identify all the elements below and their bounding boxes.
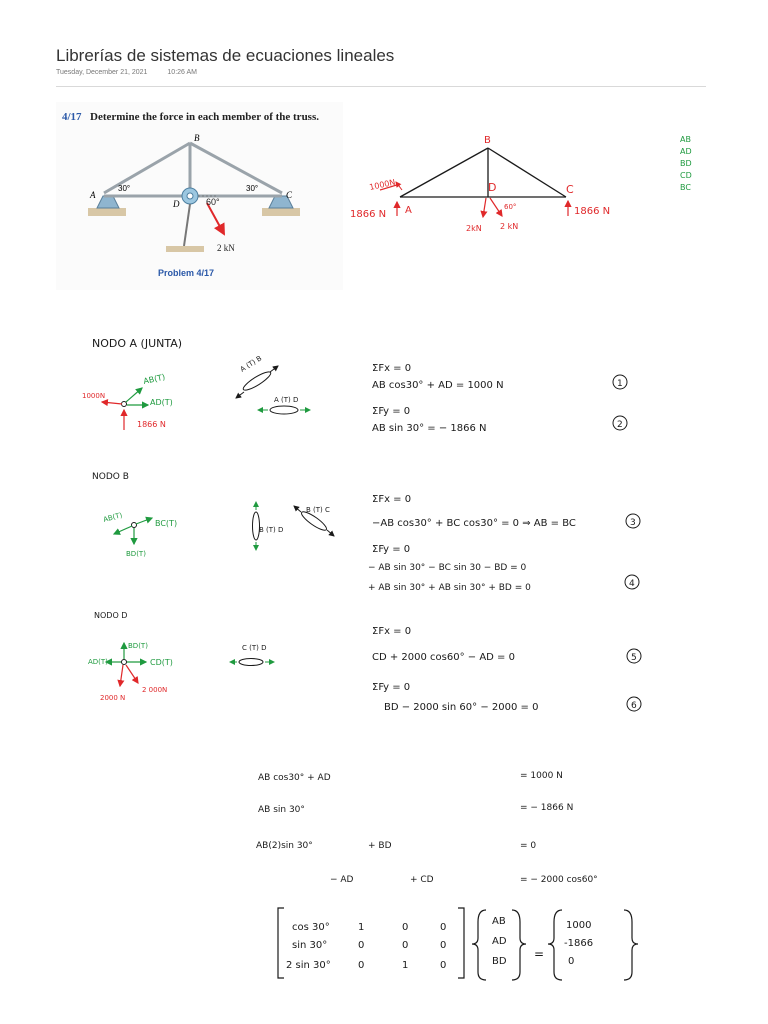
node-d-joint xyxy=(122,660,127,665)
node-a-eq-fy-title: ΣFy = 0 xyxy=(372,406,411,417)
member-ab-label: A (T) B xyxy=(238,354,264,374)
member-bd-label: B (T) D xyxy=(259,526,284,534)
sketch-angle-60: 60° xyxy=(504,203,517,211)
node-a-eq-1: AB cos30° + AD = 1000 N xyxy=(372,380,504,391)
figure-caption: Problem 4/17 xyxy=(158,268,215,278)
matrix-bracket-left xyxy=(278,908,284,978)
member-bc-label: B (T) C xyxy=(306,506,330,514)
node-d-heading: NODO D xyxy=(94,611,128,620)
member-ab-sketch xyxy=(241,369,272,393)
system-row-3-mid: + BD xyxy=(368,841,392,851)
angle-c-label: 30° xyxy=(246,184,259,193)
node-b-joint xyxy=(132,523,137,528)
system-row-4-mid: + CD xyxy=(410,875,434,885)
ground-c xyxy=(262,208,300,216)
node-d-load-vertical xyxy=(120,665,123,686)
node-a-heading: NODO A (JUNTA) xyxy=(92,337,183,350)
page-title: Librerías de sistemas de ecuaciones lineales xyxy=(56,46,395,65)
member-list-item: BC xyxy=(680,183,691,192)
label-b: B xyxy=(194,133,200,143)
system-row-3-lhs: AB(2)sin 30° xyxy=(256,841,313,851)
vector-brace-left xyxy=(472,910,486,980)
equation-system xyxy=(256,771,598,885)
members-list xyxy=(680,135,692,192)
eq-number-2: 2 xyxy=(617,420,623,430)
member-ad-label: A (T) D xyxy=(274,396,299,404)
matrix-cell: cos 30° xyxy=(292,922,330,933)
vector-entry: BD xyxy=(492,956,507,967)
node-a-ab-arrow xyxy=(126,388,142,402)
matrix-cell: 2 sin 30° xyxy=(286,960,331,971)
rhs-entry: 1000 xyxy=(566,920,592,931)
node-b-eq-fx-title: ΣFx = 0 xyxy=(372,494,412,505)
matrix-cell: 1 xyxy=(358,922,365,933)
label-a: A xyxy=(90,190,96,200)
vector-brace-right xyxy=(512,910,526,980)
sketch-label-d: D xyxy=(488,181,497,194)
sketch-label-b: B xyxy=(484,135,491,146)
sketch-1000n-arrow xyxy=(396,182,402,190)
sketch-force-1000n: 1000N xyxy=(368,177,397,192)
node-d-load-angled xyxy=(126,665,138,683)
problem-statement: Determine the force in each member of the truss. xyxy=(90,111,319,123)
sketch-label-c: C xyxy=(566,183,574,196)
eq-number-6: 6 xyxy=(631,701,637,711)
problem-number: 4/17 xyxy=(62,111,82,123)
vector-entry: AD xyxy=(492,936,507,947)
node-b-label-bc: BC(T) xyxy=(155,519,178,528)
matrix-cell: 0 xyxy=(402,922,409,933)
member-cd-label: C (T) D xyxy=(242,644,267,652)
node-a-label-ab: AB(T) xyxy=(142,372,167,386)
sketch-label-a: A xyxy=(405,205,412,216)
member-ab-arrow-1 xyxy=(236,392,244,398)
node-d-pin xyxy=(187,193,193,199)
label-c: C xyxy=(286,190,293,200)
node-b-heading: NODO B xyxy=(92,472,129,482)
member-list-item: AB xyxy=(680,135,691,144)
node-b-label-ab: AB(T) xyxy=(102,511,124,524)
member-list-item: CD xyxy=(680,171,692,180)
page-time: 10:26 AM xyxy=(167,69,197,76)
matrix-equals: = xyxy=(534,947,545,961)
sketch-force-1866-a: 1866 N xyxy=(350,209,387,220)
angle-a-label: 30° xyxy=(118,184,131,193)
sketch-member-ab xyxy=(400,148,488,197)
page-date: Tuesday, December 21, 2021 xyxy=(56,69,148,76)
label-d: D xyxy=(173,199,180,209)
sketch-force-1866-c: 1866 N xyxy=(574,206,611,217)
node-a-1000n-arrow xyxy=(102,402,122,404)
node-b-ab-arrow xyxy=(114,526,132,534)
system-row-2-lhs: AB sin 30° xyxy=(258,805,305,815)
matrix-cell: 1 xyxy=(402,960,409,971)
matrix-cell: sin 30° xyxy=(292,940,328,951)
member-bc-arrow-1 xyxy=(294,506,301,512)
node-b-eq-4: + AB sin 30° + AB sin 30° + BD = 0 xyxy=(368,583,531,593)
node-b-bc-arrow xyxy=(136,518,152,524)
matrix-cell: 0 xyxy=(358,940,365,951)
node-d-section xyxy=(88,611,641,713)
rhs-brace-right xyxy=(624,910,638,980)
node-a-label-ad: AD(T) xyxy=(150,398,173,407)
sketch-load-angled xyxy=(490,198,502,216)
system-row-3-rhs: = 0 xyxy=(520,841,537,851)
system-row-4-rhs: = − 2000 cos60° xyxy=(520,875,598,885)
system-row-4-lhs: − AD xyxy=(330,875,354,885)
matrix-cell: 0 xyxy=(358,960,365,971)
node-a-eq-2: AB sin 30° = − 1866 N xyxy=(372,423,487,434)
node-d-eq-5: CD + 2000 cos60° − AD = 0 xyxy=(372,652,515,663)
system-row-2-rhs: = − 1866 N xyxy=(520,803,574,813)
matrix-equation xyxy=(278,908,638,980)
node-a-label-1000n: 1000N xyxy=(82,392,106,400)
sketch-member-bc xyxy=(488,148,566,197)
node-d-label-2-000n: 2 000N xyxy=(142,686,168,694)
node-d-eq-6: BD − 2000 sin 60° − 2000 = 0 xyxy=(384,702,539,713)
node-d-eq-fx-title: ΣFx = 0 xyxy=(372,626,412,637)
node-b-eq-fy-title: ΣFy = 0 xyxy=(372,544,411,555)
matrix-cell: 0 xyxy=(440,940,447,951)
node-d-label-bd: BD(T) xyxy=(128,642,148,650)
matrix-bracket-right xyxy=(458,908,464,978)
rhs-brace-left xyxy=(548,910,562,980)
member-ab-arrow-2 xyxy=(270,366,278,372)
textbook-figure xyxy=(56,102,343,290)
eq-number-4: 4 xyxy=(629,579,635,589)
rhs-entry: 0 xyxy=(568,956,575,967)
matrix-cell: 0 xyxy=(440,960,447,971)
node-d-label-ad: AD(T) xyxy=(88,658,108,666)
sketch-load-2-kn: 2 kN xyxy=(500,222,519,231)
node-b-eq-3: −AB cos30° + BC cos30° = 0 ⇒ AB = BC xyxy=(372,518,576,529)
sketch-load-vertical xyxy=(483,198,486,217)
node-a-joint xyxy=(122,402,127,407)
member-list-item: AD xyxy=(680,147,692,156)
node-a-eq-fx-title: ΣFx = 0 xyxy=(372,363,412,374)
member-bc-arrow-2 xyxy=(327,530,334,536)
member-cd-sketch xyxy=(239,659,263,666)
matrix-cell: 0 xyxy=(440,922,447,933)
truss-sketch xyxy=(350,135,610,233)
system-row-1-lhs: AB cos30° + AD xyxy=(258,773,331,783)
node-b-label-bd: BD(T) xyxy=(126,550,146,558)
sketch-load-2kn: 2kN xyxy=(466,224,482,233)
node-b-eq-4a: − AB sin 30° − BC sin 30 − BD = 0 xyxy=(368,563,527,573)
rhs-entry: -1866 xyxy=(564,938,594,949)
ground-a xyxy=(88,208,126,216)
eq-number-3: 3 xyxy=(630,518,636,528)
node-a-section xyxy=(82,337,627,434)
load-label: 2 kN xyxy=(217,243,235,253)
matrix-cell: 0 xyxy=(402,940,409,951)
node-d-eq-fy-title: ΣFy = 0 xyxy=(372,682,411,693)
member-ad-sketch xyxy=(270,406,298,414)
angle-d-label: 60° xyxy=(206,197,220,207)
vector-entry: AB xyxy=(492,916,506,927)
node-d-label-cd: CD(T) xyxy=(150,658,173,667)
eq-number-5: 5 xyxy=(631,653,637,663)
node-b-section xyxy=(92,472,640,593)
system-row-1-rhs: = 1000 N xyxy=(520,771,563,781)
ground-d xyxy=(166,246,204,252)
node-d-label-2000n: 2000 N xyxy=(100,694,126,702)
eq-number-1: 1 xyxy=(617,379,623,389)
member-list-item: BD xyxy=(680,159,692,168)
node-a-label-1866: 1866 N xyxy=(137,420,166,429)
